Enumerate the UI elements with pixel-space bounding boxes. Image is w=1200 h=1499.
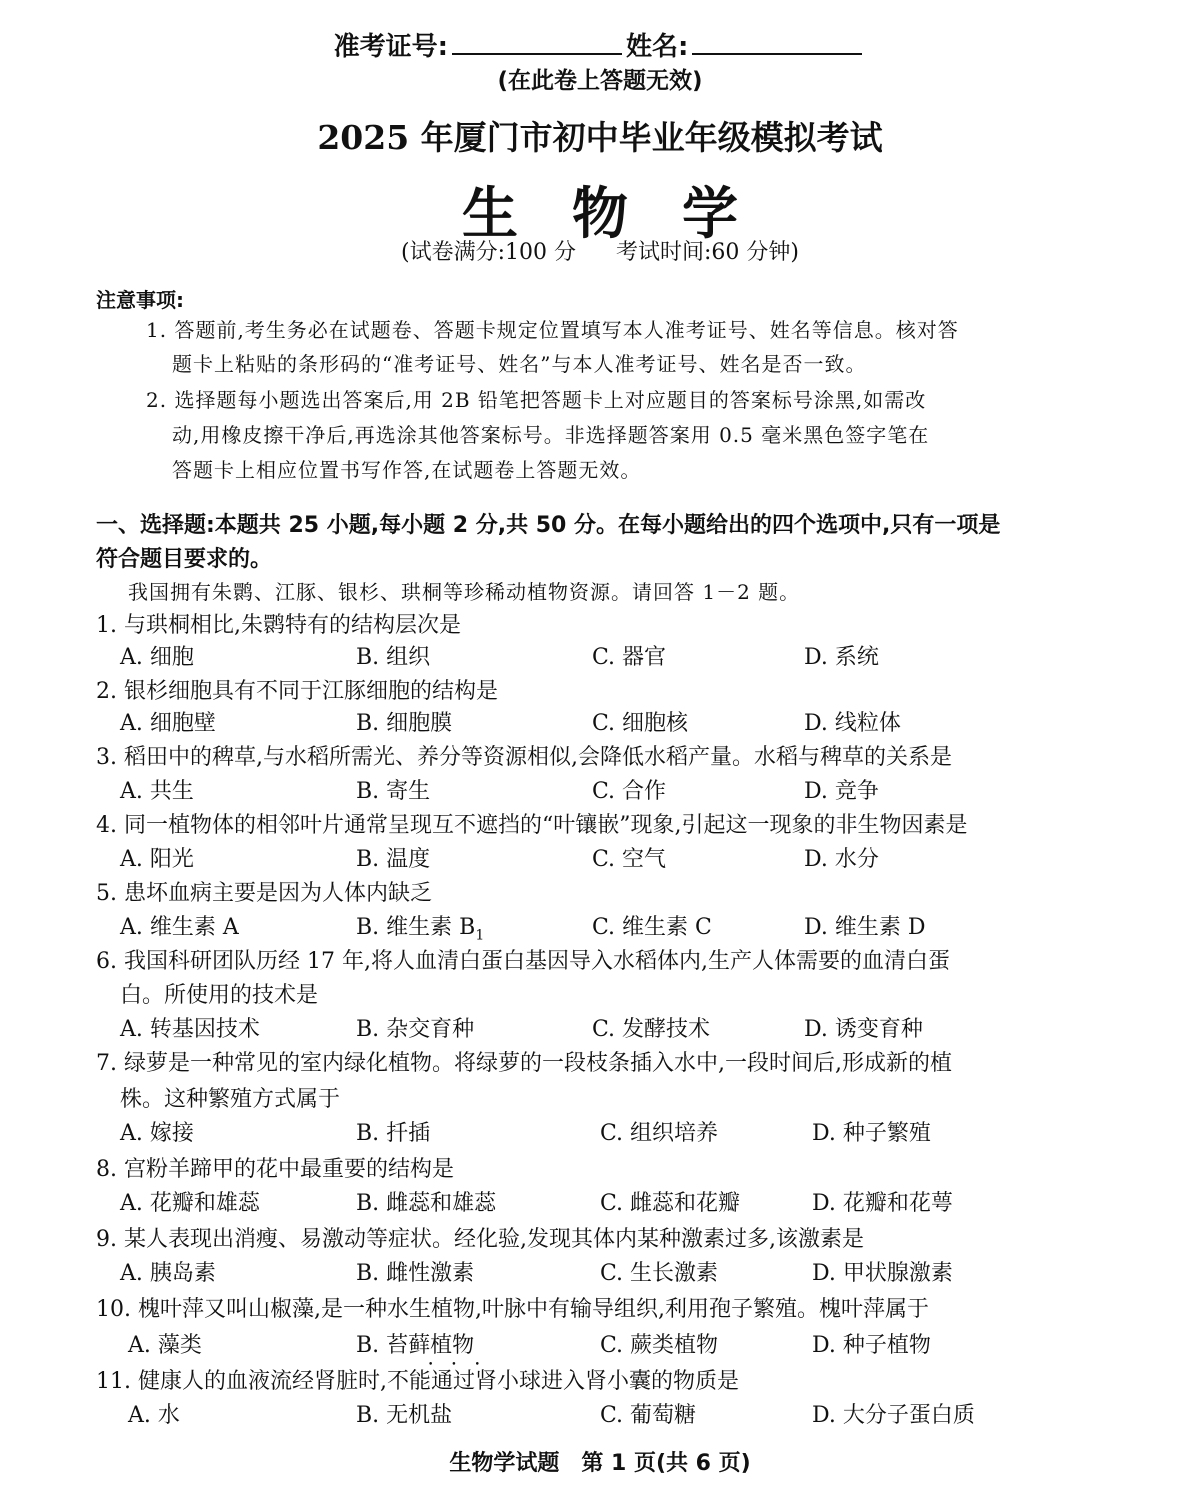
question-stem-cont: 株。这种繁殖方式属于 <box>120 1087 341 1112</box>
question-stem: 4. 同一植物体的相邻叶片通常呈现互不遮挡的“叶镶嵌”现象,引起这一现象的非生物因素是 <box>96 813 968 838</box>
subject-title: 生物学 <box>462 181 792 247</box>
notice-line: 2. 选择题每小题选出答案后,用 2B 铅笔把答题卡上对应题目的答案标号涂黑,如需改 <box>146 388 927 412</box>
option-a: A. 水 <box>128 1403 180 1428</box>
question-stem-cont: 白。所使用的技术是 <box>120 983 319 1008</box>
notice-line: 答题卡上相应位置书写作答,在试题卷上答题无效。 <box>172 458 642 482</box>
option-c: C. 生长激素 <box>600 1261 719 1286</box>
subscript: 1 <box>475 927 485 944</box>
name-blank <box>692 31 862 55</box>
option-b: B. 杂交育种 <box>356 1017 475 1042</box>
exam-title: 2025 年厦门市初中毕业年级模拟考试 <box>317 118 883 157</box>
option-d: D. 甲状腺激素 <box>812 1261 953 1286</box>
notice-heading: 注意事项: <box>96 288 184 312</box>
option-c: C. 组织培养 <box>600 1121 719 1146</box>
option-a: A. 细胞壁 <box>120 711 216 736</box>
option-a: A. 细胞 <box>120 645 194 670</box>
option-c: C. 合作 <box>592 779 667 804</box>
option-b: B. 无机盐 <box>356 1403 453 1428</box>
question-stem: 1. 与珙桐相比,朱鹮特有的结构层次是 <box>96 613 461 638</box>
option-a: A. 花瓣和雄蕊 <box>120 1191 260 1216</box>
option-d: D. 竞争 <box>804 779 879 804</box>
option-d: D. 花瓣和花萼 <box>812 1191 953 1216</box>
option-a: A. 共生 <box>120 779 194 804</box>
notice-line: 题卡上粘贴的条形码的“准考证号、姓名”与本人准考证号、姓名是否一致。 <box>172 352 867 376</box>
emphasis-dots: ••• <box>428 1360 498 1370</box>
option-b: B. 苔藓植物 <box>356 1333 475 1358</box>
section-intro: 我国拥有朱鹮、江豚、银杉、珙桐等珍稀动植物资源。请回答 1－2 题。 <box>128 580 801 604</box>
full-score: (试卷满分:100 分 <box>401 240 576 265</box>
option-a: A. 胰岛素 <box>120 1261 216 1286</box>
option-c: C. 维生素 C <box>592 915 712 940</box>
option-a: A. 转基因技术 <box>120 1017 260 1042</box>
question-stem: 2. 银杉细胞具有不同于江豚细胞的结构是 <box>96 679 498 704</box>
option-b <box>356 910 484 943</box>
question-stem: 6. 我国科研团队历经 17 年,将人血清白蛋白基因导入水稻体内,生产人体需要的血清白蛋 <box>96 949 950 974</box>
option-c: C. 器官 <box>592 645 667 670</box>
question-stem: 3. 稻田中的稗草,与水稻所需光、养分等资源相似,会降低水稻产量。水稻与稗草的关系是 <box>96 745 952 770</box>
question-stem: 11. 健康人的血液流经肾脏时,不能通过肾小球进入肾小囊的物质是 <box>96 1369 739 1394</box>
option-b: B. 组织 <box>356 645 431 670</box>
notice-line: 1. 答题前,考生务必在试题卷、答题卡规定位置填写本人准考证号、姓名等信息。核对答 <box>146 318 959 342</box>
option-c: C. 雌蕊和花瓣 <box>600 1191 741 1216</box>
question-stem: 9. 某人表现出消瘦、易激动等症状。经化验,发现其体内某种激素过多,该激素是 <box>96 1227 864 1252</box>
option-d: D. 种子繁殖 <box>812 1121 931 1146</box>
option-a: A. 维生素 A <box>120 915 239 940</box>
option-c: C. 空气 <box>592 847 667 872</box>
invalid-note: (在此卷上答题无效) <box>497 68 703 94</box>
exam-id-label: 准考证号: <box>333 32 448 62</box>
option-c: C. 细胞核 <box>592 711 689 736</box>
option-a: A. 藻类 <box>128 1333 202 1358</box>
option-d: D. 系统 <box>804 645 879 670</box>
candidate-info-line <box>0 26 1200 63</box>
option-d: D. 维生素 D <box>804 915 926 940</box>
page-footer: 生物学试题 第 1 页(共 6 页) <box>449 1451 751 1476</box>
option-b: B. 扦插 <box>356 1121 431 1146</box>
option-b: B. 雌蕊和雄蕊 <box>356 1191 497 1216</box>
option-c: C. 蕨类植物 <box>600 1333 719 1358</box>
option-b: B. 寄生 <box>356 779 431 804</box>
option-b: B. 温度 <box>356 847 431 872</box>
option-d: D. 线粒体 <box>804 711 901 736</box>
exam-id-blank <box>452 31 622 55</box>
option-d: D. 诱变育种 <box>804 1017 923 1042</box>
option-d: D. 大分子蛋白质 <box>812 1403 975 1428</box>
question-stem: 5. 患坏血病主要是因为人体内缺乏 <box>96 881 432 906</box>
notice-line: 动,用橡皮擦干净后,再选涂其他答案标号。非选择题答案用 0.5 毫米黑色签字笔在 <box>172 423 930 447</box>
option-b: B. 雌性激素 <box>356 1261 475 1286</box>
option-a: A. 嫁接 <box>120 1121 194 1146</box>
question-stem: 10. 槐叶萍又叫山椒藻,是一种水生植物,叶脉中有输导组织,利用孢子繁殖。槐叶萍属于 <box>96 1297 929 1322</box>
section-title: 一、选择题:本题共 25 小题,每小题 2 分,共 50 分。在每小题给出的四个选项中,只有一项是 <box>96 513 1001 538</box>
option-b: B. 细胞膜 <box>356 711 453 736</box>
name-label: 姓名: <box>626 32 689 62</box>
option-c: C. 葡萄糖 <box>600 1403 697 1428</box>
question-stem: 7. 绿萝是一种常见的室内绿化植物。将绿萝的一段枝条插入水中,一段时间后,形成新的植 <box>96 1051 952 1076</box>
question-stem: 8. 宫粉羊蹄甲的花中最重要的结构是 <box>96 1157 454 1182</box>
option-d: D. 水分 <box>804 847 879 872</box>
option-a: A. 阳光 <box>120 847 194 872</box>
option-d: D. 种子植物 <box>812 1333 931 1358</box>
option-b-text: B. 维生素 B <box>356 915 476 940</box>
exam-meta <box>0 235 1200 266</box>
duration: 考试时间:60 分钟) <box>616 240 799 265</box>
section-title-cont: 符合题目要求的。 <box>96 547 273 572</box>
option-c: C. 发酵技术 <box>592 1017 711 1042</box>
